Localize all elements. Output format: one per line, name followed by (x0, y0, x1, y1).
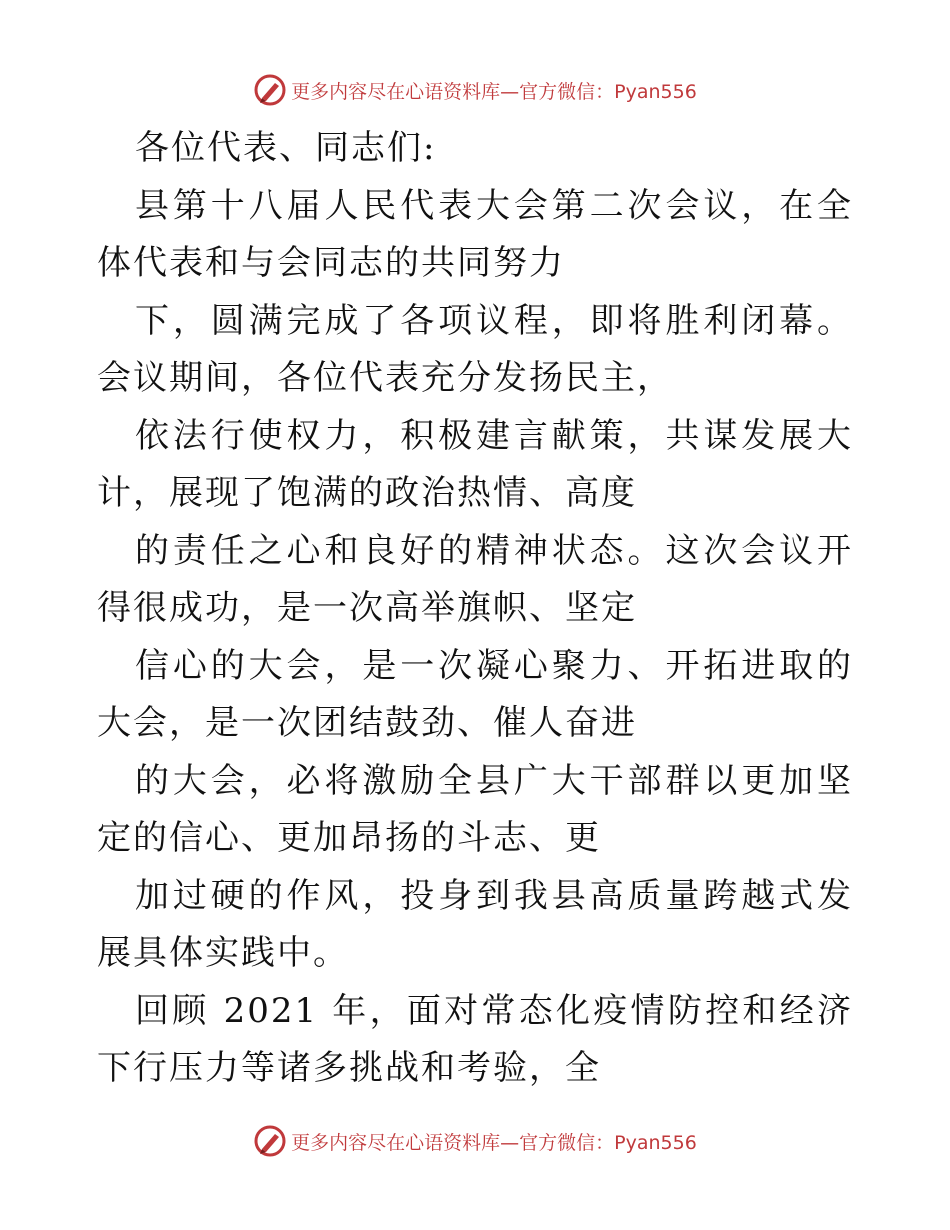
paragraph: 的大会，必将激励全县广大干部群以更加坚定的信心、更加昂扬的斗志、更 (97, 760, 853, 858)
paragraph: 加过硬的作风，投身到我县高质量跨越式发展具体实践中。 (97, 875, 853, 973)
watermark-text: 更多内容尽在心语资料库—官方微信：Pyan556 (291, 1131, 697, 1154)
paragraph: 下，圆满完成了各项议程，即将胜利闭幕。会议期间，各位代表充分发扬民主， (97, 300, 853, 398)
paragraph: 回顾 2021 年，面对常态化疫情防控和经济下行压力等诸多挑战和考验，全 (97, 990, 853, 1088)
watermark-text: 更多内容尽在心语资料库—官方微信：Pyan556 (291, 80, 697, 103)
paragraph: 各位代表、同志们: (135, 128, 437, 168)
pen-logo-icon (253, 1124, 287, 1158)
paragraph: 县第十八届人民代表大会第二次会议，在全体代表和与会同志的共同努力 (97, 185, 853, 283)
speech-body (97, 120, 853, 1098)
paragraph: 信心的大会，是一次凝心聚力、开拓进取的大会，是一次团结鼓劲、催人奋进 (97, 645, 853, 743)
paragraph: 依法行使权力，积极建言献策，共谋发展大计，展现了饱满的政治热情、高度 (97, 415, 853, 513)
paragraph: 的责任之心和良好的精神状态。这次会议开得很成功，是一次高举旗帜、坚定 (97, 530, 853, 628)
watermark-header (0, 70, 950, 110)
pen-logo-icon (253, 73, 287, 107)
watermark-footer (0, 1121, 950, 1161)
